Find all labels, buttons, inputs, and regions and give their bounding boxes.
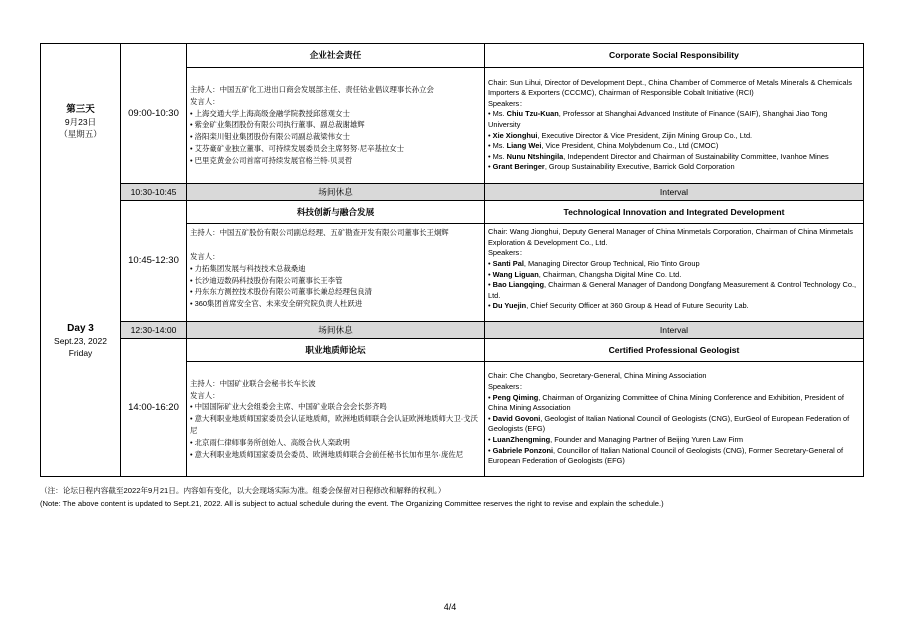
session-title-en: Technological Innovation and Integrated Development <box>485 200 864 224</box>
speaker-cn: • 丹东东方测控技术股份有限公司董事长兼总经理包良清 <box>190 287 373 297</box>
speaker-name: Wang Liguan <box>492 269 539 279</box>
speaker-name: Peng Qiming <box>492 392 539 402</box>
speakers-label-en: Speakers： <box>488 382 527 392</box>
session-cn-details <box>187 224 485 322</box>
speaker-name: Chiu Tzu-Kuan <box>506 109 559 119</box>
speaker-en: • Wang Liguan, Chairman, Changsha Digital Mine Co. Ltd. <box>488 269 682 279</box>
speaker-en: • Ms. Nunu Ntshingila, Independent Director and Chairman of Sustainability Committee, Ivanhoe Mines <box>488 151 829 161</box>
speakers-label-cn: 发言人： <box>190 96 220 106</box>
speaker-en: • Santi Pal, Managing Director Group Technical, Rio Tinto Group <box>488 258 700 268</box>
speaker-cn: • 中国国际矿业大会组委会主席、中国矿业联合会会长彭齐鸣 <box>190 402 387 412</box>
footnote-cn: （注：论坛日程内容截至2022年9月21日。内容如有变化，以大会现场实际为准。组委会保留对日程修改和解释的权利。） <box>40 486 446 495</box>
chair-cn: 主持人：中国五矿股份有限公司副总经理、五矿勘查开发有限公司董事长王炯辉 <box>190 228 449 238</box>
speaker-cn: • 力拓集团发展与科技技术总裁桑迪 <box>190 263 306 273</box>
speaker-en: • Grant Beringer, Group Sustainability Executive, Barrick Gold Corporation <box>488 162 735 172</box>
day-cn-weekday: （星期五） <box>59 129 102 139</box>
speaker-name: Bao Liangqing <box>492 280 544 290</box>
speaker-cn: • 长沙迪迈数码科技股份有限公司董事长王李管 <box>190 275 343 285</box>
session-title-en: Certified Professional Geologist <box>485 338 864 362</box>
session-title-cn: 科技创新与融合发展 <box>187 200 485 224</box>
session-en-details <box>485 362 864 477</box>
page-number: 4/4 <box>443 602 457 612</box>
speaker-en: • Du Yuejin, Chief Security Officer at 360 Group & Head of Future Security Lab. <box>488 301 749 311</box>
break-label-en: Interval <box>485 322 864 338</box>
speaker-en: • Bao Liangqing, Chairman & General Manager of Dandong Dongfang Measurement & Control Technology Co., Ltd. <box>488 280 857 300</box>
chair-cn: 主持人：中国矿业联合会秘书长车长波 <box>190 378 316 388</box>
speaker-cn: • 巴里克黄金公司首席可持续发展官格兰特·贝灵哲 <box>190 155 353 165</box>
speaker-cn: • 紫金矿业集团股份有限公司执行董事、副总裁谢雄辉 <box>190 120 365 130</box>
speaker-name: LuanZhengming <box>492 435 551 445</box>
session-title-cn: 企业社会责任 <box>187 44 485 68</box>
session-title-en: Corporate Social Responsibility <box>485 44 864 68</box>
chair-en: Chair: Che Changbo, Secretary-General, China Mining Association <box>488 371 707 381</box>
speaker-name: Gabriele Ponzoni <box>492 445 554 455</box>
speaker-name: Grant Beringer <box>492 162 545 172</box>
speaker-cn: • 洛阳栾川钼业集团股份有限公司副总裁梁伟女士 <box>190 132 350 142</box>
session-time: 14:00-16:20 <box>121 338 187 476</box>
speaker-en: • Gabriele Ponzoni, Councillor of Italian National Council of Geologists (CNG), Former Secretary-General of European Federation of Geologists (EFG) <box>488 445 844 466</box>
day-cn-date: 9月23日 <box>64 117 97 127</box>
speaker-name: Du Yuejin <box>492 301 527 311</box>
speakers-label-en: Speakers： <box>488 248 527 258</box>
speaker-en: • David Govoni, Geologist of Italian National Council of Geologists (CNG), EurGeol of European Federation of Geologists (EFG) <box>488 413 850 434</box>
day-en-title: Day 3 <box>67 323 94 334</box>
break-label-en: Interval <box>485 184 864 200</box>
chair-cn: 主持人：中国五矿化工进出口商会发展部主任、责任钴业倡议理事长孙立会 <box>190 85 434 95</box>
speaker-cn: • 北京雨仁律师事务所创始人、高级合伙人栾政明 <box>190 437 350 447</box>
session-title-cn: 职业地质师论坛 <box>187 338 485 362</box>
speaker-cn: • 艾芬豪矿业独立董事、可持续发展委员会主席努努·尼辛基拉女士 <box>190 144 405 154</box>
speakers-label-en: Speakers： <box>488 98 527 108</box>
speakers-label-cn: 发言人： <box>190 251 220 261</box>
chair-en: Chair: Sun Lihui, Director of Development Dept., China Chamber of Commerce of Metals Minerals & Chemicals Importers & Exporters (CCCMC), Chairman of Responsible Cobalt Initiative (RCI) <box>488 77 852 98</box>
day-cn-block <box>41 104 120 140</box>
speaker-name: Liang Wei <box>506 141 542 151</box>
speakers-label-cn: 发言人： <box>190 390 220 400</box>
speaker-cn: • 上海交通大学上海高级金融学院教授邱慈观女士 <box>190 108 350 118</box>
speaker-name: Xie Xionghui <box>492 130 538 140</box>
speaker-en: • LuanZhengming, Founder and Managing Partner of Beijing Yuren Law Firm <box>488 435 744 445</box>
speaker-cn: • 360集团首席安全官、未来安全研究院负责人杜跃进 <box>190 299 363 309</box>
schedule-table <box>40 43 864 477</box>
session-en-details <box>485 67 864 184</box>
session-cn-details <box>187 362 485 477</box>
speaker-en: • Ms. Chiu Tzu-Kuan, Professor at Shanghai Advanced Institute of Finance (SAIF), Shanghai Jiao Tong University <box>488 109 828 130</box>
day-cn-title: 第三天 <box>66 104 95 115</box>
session-time: 09:00-10:30 <box>121 44 187 184</box>
session-time: 10:45-12:30 <box>121 200 187 322</box>
day-cell <box>41 44 121 477</box>
speaker-name: David Govoni <box>492 413 541 423</box>
session-en-details <box>485 224 864 322</box>
break-time: 12:30-14:00 <box>121 322 187 338</box>
day-en-date: Sept.23, 2022 <box>54 336 107 346</box>
chair-en: Chair: Wang Jionghui, Deputy General Manager of China Minmetals Corporation, Chairman of China Minmetals Exploration & Development Co., Ltd. <box>488 227 853 247</box>
speaker-en: • Ms. Liang Wei, Vice President, China Molybdenum Co., Ltd (CMOC) <box>488 141 719 151</box>
session-cn-details <box>187 67 485 184</box>
speaker-cn: • 意大利职业地质师国家委员会认证地质师，欧洲地质师联合会认证欧洲地质师大卫·戈沃尼 <box>190 414 478 436</box>
break-time: 10:30-10:45 <box>121 184 187 200</box>
break-label-cn: 场间休息 <box>187 322 485 338</box>
break-label-cn: 场间休息 <box>187 184 485 200</box>
day-en-weekday: Friday <box>68 348 93 358</box>
footnote-en: (Note: The above content is updated to Sept.21, 2022. All is subject to actual schedule during the event. The Organizing Committee reserves the right to revise and explain the schedule.) <box>40 499 664 508</box>
day-en-block <box>41 323 120 359</box>
speaker-name: Nunu Ntshingila <box>506 151 564 161</box>
speaker-name: Santi Pal <box>492 258 524 268</box>
speaker-cn: • 意大利职业地质师国家委员会委员、欧洲地质师联合会前任秘书长加布里尔·庞佐尼 <box>190 449 464 459</box>
speaker-en: • Peng Qiming, Chairman of Organizing Committee of China Mining Conference and Exhibition, President of China Mining Association <box>488 392 844 413</box>
speaker-en: • Xie Xionghui, Executive Director & Vice President, Zijin Mining Group Co., Ltd. <box>488 130 753 140</box>
